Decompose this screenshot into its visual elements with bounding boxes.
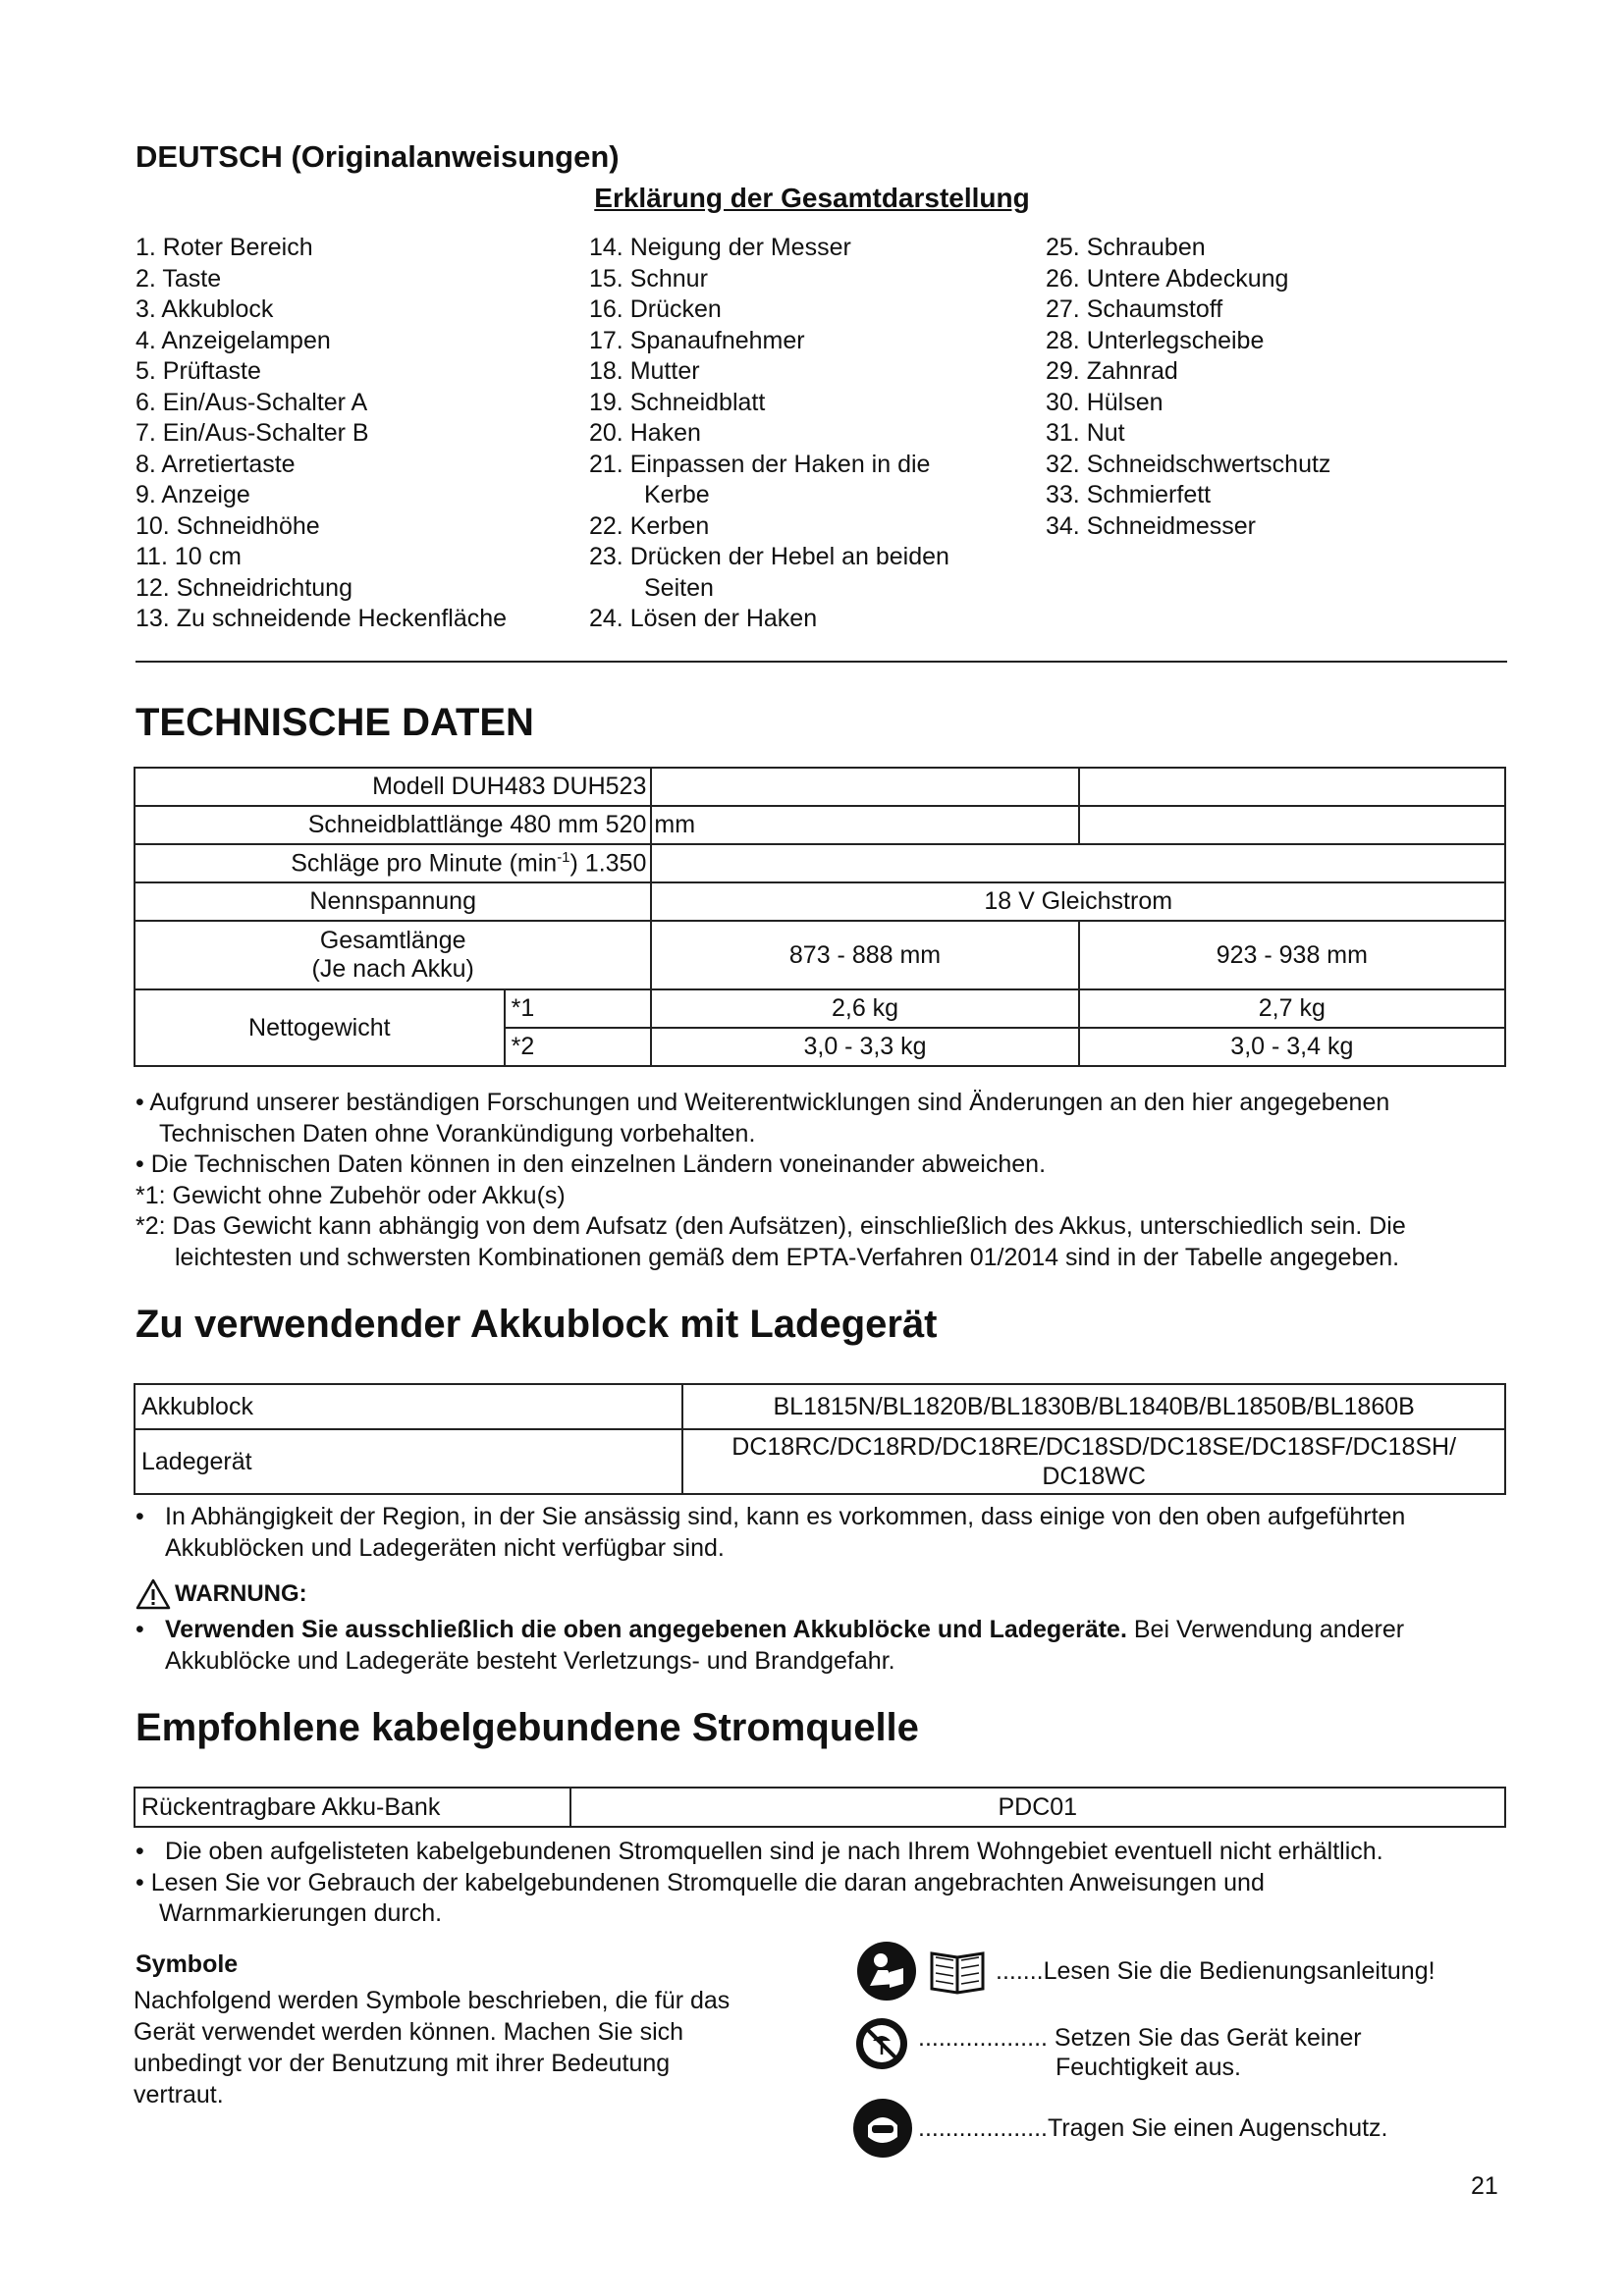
warning-rest-b: Akkublöcke und Ladegeräte besteht Verletzungs- und Brandgefahr.: [165, 1646, 895, 1675]
read-manual-person-icon: [856, 1941, 917, 2002]
overview-title: [0, 183, 1624, 214]
eye-protection-icon: [852, 2098, 913, 2159]
spec-weight-label: Nettogewicht: [135, 989, 505, 1066]
legend-item: 30. Hülsen: [1046, 388, 1164, 416]
symbol-no-moisture-a: Setzen Sie das Gerät keiner: [1047, 2024, 1362, 2052]
language-title: DEUTSCH (Originalanweisungen): [135, 139, 620, 174]
battery-heading: Zu verwendender Akkublock mit Ladegerät: [135, 1303, 938, 1346]
legend-item: 27. Schaumstoff: [1046, 295, 1223, 323]
spec-note-line: *2: Das Gewicht kann abhängig von dem Aufsatz (den Aufsätzen), einschließlich des Akkus, unterschiedlich sein. Die: [135, 1212, 1406, 1240]
legend-column-3: [1046, 233, 1330, 542]
symbol-read-manual: [856, 1941, 1435, 2002]
symbol-no-moisture: [855, 2017, 908, 2075]
warning-rest-a: Bei Verwendung anderer: [1126, 1616, 1405, 1643]
spec-table: [134, 767, 1506, 1067]
symbol-no-moisture-line: [918, 2023, 1362, 2053]
battery-note-line: [135, 1502, 1510, 1533]
no-rain-icon: [855, 2017, 908, 2070]
symbols-title: Symbole: [135, 1950, 239, 1978]
warning-triangle-icon: [135, 1578, 171, 1610]
spec-length-duh523: 923 - 938 mm: [1079, 921, 1505, 989]
battery-table: [134, 1383, 1506, 1495]
open-book-icon: [929, 1948, 986, 1995]
legend-item: 11. 10 cm: [135, 543, 242, 570]
legend-item: 26. Untere Abdeckung: [1046, 264, 1289, 293]
spec-blade-cell: Schneidblattlänge 480 mm 520: [135, 806, 651, 844]
legend-item: 33. Schmierfett: [1046, 481, 1212, 508]
spec-row-voltage: [135, 882, 1505, 921]
legend-item: 15. Schnur: [589, 264, 708, 293]
symbols-intro-line: unbedingt vor der Benutzung mit ihrer Bedeutung: [134, 2050, 671, 2077]
legend-item: 17. Spanaufnehmer: [589, 326, 805, 354]
power-note-line: [135, 1837, 1510, 1868]
spec-weight2-duh483: 3,0 - 3,3 kg: [651, 1028, 1078, 1066]
legend-item: 19. Schneidblatt: [589, 388, 766, 416]
symbols-intro-line: Gerät verwendet werden können. Machen Sie sich: [134, 2018, 684, 2046]
battery-row-charger: [135, 1429, 1505, 1494]
legend-item: 14. Neigung der Messer: [589, 234, 851, 261]
warning-text: [135, 1615, 1510, 1677]
warning-line: [135, 1615, 1510, 1646]
spec-empty-cell: [1079, 768, 1505, 806]
overview-title-text: Erklärung der Gesamtdarstellung: [594, 183, 1030, 213]
legend-item: 8. Arretiertaste: [135, 450, 296, 478]
page-number: 21: [1471, 2172, 1498, 2200]
bullet: •: [135, 1503, 144, 1530]
legend-item: 12. Schneidrichtung: [135, 573, 352, 602]
legend-item: 10. Schneidhöhe: [135, 511, 320, 540]
legend-item: 20. Haken: [589, 419, 701, 447]
legend-item: 24. Lösen der Haken: [589, 605, 818, 632]
warning-bold: Verwenden Sie ausschließlich die oben angegebenen Akkublöcke und Ladegeräte.: [165, 1616, 1127, 1643]
legend-item: 25. Schrauben: [1046, 234, 1206, 261]
power-table: [134, 1787, 1506, 1828]
spec-weight2-duh523: 3,0 - 3,4 kg: [1079, 1028, 1505, 1066]
battery-pack-value: BL1815N/BL1820B/BL1830B/BL1840B/BL1850B/BL1860B: [682, 1384, 1505, 1429]
power-note-1: Die oben aufgelisteten kabelgebundenen Stromquellen sind je nach Ihrem Wohngebiet eventuell nicht erhältlich.: [165, 1838, 1383, 1865]
symbol-eye-protection-text: ...................Tragen Sie einen Augenschutz.: [918, 2113, 1388, 2142]
spec-row-weight1: [135, 989, 1505, 1028]
spec-note-line: Technischen Daten ohne Vorankündigung vorbehalten.: [159, 1119, 756, 1148]
symbol-read-manual-text: .......Lesen Sie die Bedienungsanleitung!: [996, 1956, 1435, 1985]
symbols-intro-line: Nachfolgend werden Symbole beschrieben, die für das: [134, 1987, 731, 2014]
spec-strokes-label: Schläge pro Minute (min: [291, 849, 558, 878]
legend-item: 22. Kerben: [589, 511, 710, 540]
power-note-2b: Warnmarkierungen durch.: [159, 1899, 443, 1927]
legend-item: 29. Zahnrad: [1046, 357, 1178, 385]
battery-charger-value-1: DC18RC/DC18RD/DC18RE/DC18SD/DC18SE/DC18SF/DC18SH/: [731, 1433, 1457, 1461]
spec-strokes-cell: [135, 844, 651, 882]
battery-charger-value: [682, 1429, 1505, 1494]
specs-heading: TECHNISCHE DATEN: [135, 701, 534, 744]
symbols-intro-line: vertraut.: [134, 2081, 224, 2109]
legend-item-continuation: Seiten: [644, 573, 714, 602]
battery-charger-value-2: DC18WC: [1042, 1463, 1146, 1490]
legend-item: 18. Mutter: [589, 357, 700, 385]
spec-weight1-duh483: 2,6 kg: [651, 989, 1078, 1028]
power-source-value: PDC01: [570, 1788, 1505, 1827]
legend-item: 31. Nut: [1046, 419, 1125, 447]
spec-row-strokes: [135, 844, 1505, 882]
power-notes: [135, 1837, 1510, 1930]
legend-column-2: [589, 233, 949, 635]
power-row: [135, 1788, 1505, 1827]
spec-voltage-value: 18 V Gleichstrom: [651, 882, 1505, 921]
spec-note-line: leichtesten und schwersten Kombinationen gemäß dem EPTA-Verfahren 01/2014 sind in der Tabelle angegeben.: [175, 1243, 1400, 1271]
legend-item: 6. Ein/Aus-Schalter A: [135, 388, 368, 416]
symbol-no-moisture-text: [918, 2023, 1362, 2082]
battery-pack-label: Akkublock: [135, 1384, 682, 1429]
bullet: •: [135, 1616, 144, 1643]
symbol-no-moisture-b: Feuchtigkeit aus.: [1056, 2054, 1241, 2081]
spec-note-line: • Die Technischen Daten können in den einzelnen Ländern voneinander abweichen.: [135, 1150, 1047, 1178]
battery-note-b: Akkublöcken und Ladegeräten nicht verfügbar sind.: [165, 1533, 725, 1562]
spec-empty-cell: [651, 844, 1505, 882]
legend-item: 23. Drücken der Hebel an beiden: [589, 543, 949, 570]
battery-note: [135, 1502, 1510, 1564]
legend-item: 3. Akkublock: [135, 295, 274, 323]
spec-weight-note1: *1: [505, 989, 652, 1028]
spec-note-line: • Aufgrund unserer beständigen Forschungen und Weiterentwicklungen sind Änderungen an den hier angegebenen: [135, 1089, 1390, 1116]
warning-heading: [135, 1578, 307, 1610]
legend-item: 2. Taste: [135, 264, 222, 293]
warning-label: WARNUNG:: [175, 1580, 307, 1607]
bullet: •: [135, 1838, 144, 1865]
spec-row-length: [135, 921, 1505, 989]
legend-item: 9. Anzeige: [135, 481, 250, 508]
symbol-dots: ...................: [918, 2024, 1048, 2052]
legend-item: 32. Schneidschwertschutz: [1046, 450, 1331, 478]
legend-column-1: [135, 233, 507, 635]
spec-blade-unit: mm: [651, 806, 1078, 844]
spec-note-line: *1: Gewicht ohne Zubehör oder Akku(s): [135, 1181, 566, 1209]
legend-item: 4. Anzeigelampen: [135, 326, 331, 354]
spec-row-blade: [135, 806, 1505, 844]
spec-row-model: [135, 768, 1505, 806]
symbol-eye-protection: [852, 2098, 1388, 2159]
spec-model-cell: Modell DUH483 DUH523: [135, 768, 651, 806]
symbols-intro: [134, 1985, 782, 2110]
spec-weight-note2: *2: [505, 1028, 652, 1066]
spec-length-label-1: Gesamtlänge: [319, 927, 466, 954]
power-note-2a: • Lesen Sie vor Gebrauch der kabelgebundenen Stromquelle die daran angebrachten Anweisungen und: [135, 1868, 1265, 1896]
battery-row-pack: [135, 1384, 1505, 1429]
spec-voltage-label: Nennspannung: [135, 882, 651, 921]
battery-charger-label: Ladegerät: [135, 1429, 682, 1494]
spec-strokes-value: ) 1.350: [569, 849, 647, 878]
spec-empty-cell: [1079, 806, 1505, 844]
legend-item: 28. Unterlegscheibe: [1046, 326, 1265, 354]
power-source-label: Rückentragbare Akku-Bank: [135, 1788, 570, 1827]
legend-item: 34. Schneidmesser: [1046, 511, 1257, 540]
legend-item: 16. Drücken: [589, 295, 722, 323]
legend-item: 21. Einpassen der Haken in die: [589, 450, 931, 478]
battery-note-a: In Abhängigkeit der Region, in der Sie ansässig sind, kann es vorkommen, dass einige von den oben aufgeführten: [165, 1503, 1406, 1530]
section-divider: [135, 661, 1507, 663]
spec-length-label-2: (Je nach Akku): [311, 955, 474, 983]
legend-item: 5. Prüftaste: [135, 357, 261, 385]
spec-notes: [135, 1088, 1510, 1273]
spec-weight1-duh523: 2,7 kg: [1079, 989, 1505, 1028]
spec-empty-cell: [651, 768, 1078, 806]
legend-item: 7. Ein/Aus-Schalter B: [135, 419, 369, 447]
spec-length-label: [135, 921, 651, 989]
spec-strokes-sup: -1: [557, 848, 570, 866]
legend-item-continuation: Kerbe: [644, 481, 710, 508]
power-heading: Empfohlene kabelgebundene Stromquelle: [135, 1706, 919, 1749]
legend-item: 13. Zu schneidende Heckenfläche: [135, 605, 508, 632]
spec-length-duh483: 873 - 888 mm: [651, 921, 1078, 989]
legend-item: 1. Roter Bereich: [135, 234, 313, 261]
